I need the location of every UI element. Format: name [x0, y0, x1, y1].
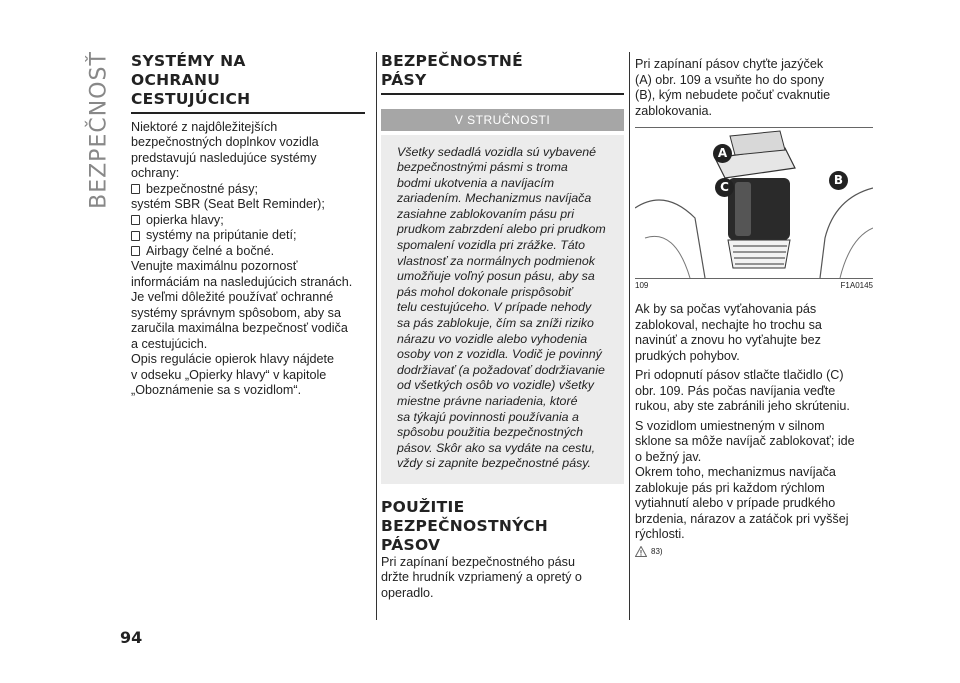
text-line: Pri zapínaní bezpečnostného pásu — [381, 554, 575, 569]
text-line: zablokoval, nechajte ho trochu sa — [635, 317, 822, 332]
column-protection-systems — [131, 52, 365, 399]
text-line: ochrany: — [131, 166, 180, 180]
retractor-paragraph — [635, 465, 873, 543]
heading-line: CESTUJÚCICH — [131, 90, 251, 108]
summary-line: umožňuje voľný posun pásu, aby sa — [397, 269, 595, 284]
summary-line: miestne právne nariadenia, ktoré — [397, 394, 578, 408]
list-item — [131, 228, 365, 244]
summary-box — [381, 135, 624, 484]
heading-line: BEZPEČNOSTNÝCH — [381, 516, 549, 535]
label-marker-c — [715, 178, 734, 197]
heading-line: SYSTÉMY NA — [131, 52, 246, 70]
summary-line: prudkom zabrzdení alebo pri prudkom — [397, 222, 606, 237]
text-line: držte hrudník vzpriamený a opretý o — [381, 570, 582, 585]
summary-banner: V STRUČNOSTI — [381, 109, 624, 131]
text-line: a cestujúcich. — [131, 336, 208, 351]
list-item — [131, 197, 365, 213]
marker-text: B — [833, 173, 844, 187]
text-line: operadlo. — [381, 585, 434, 600]
list-item — [131, 182, 365, 198]
column-belt-instructions — [635, 57, 873, 557]
text-line: zablokovania. — [635, 103, 713, 118]
column-divider — [376, 52, 377, 620]
heading-belt-usage — [381, 498, 624, 555]
text-line: Je veľmi dôležité používať ochranné — [131, 290, 334, 304]
list-item-label: systémy na pripútanie detí; — [146, 228, 297, 242]
text-line: Ak by sa počas vyťahovania pás — [635, 302, 817, 316]
summary-line: spôsobu použitia bezpečnostných — [397, 425, 583, 440]
text-line: S vozidlom umiestneným v silnom — [635, 418, 825, 433]
list-item-label: Airbagy čelné a bočné. — [146, 243, 275, 258]
text-line: bezpečnostných doplnkov vozidla — [131, 135, 319, 149]
summary-line: nárazu vo vozidle alebo vyhodenia — [397, 331, 588, 346]
page-number: 94 — [120, 628, 143, 647]
figure-seat-belt-buckle — [635, 127, 873, 279]
text-line: zaručila maximálna bezpečnosť vodiča — [131, 321, 348, 335]
marker-text: C — [720, 180, 729, 194]
summary-line: Všetky sedadlá vozidla sú vybavené — [397, 144, 597, 159]
unfastening-paragraph — [635, 368, 873, 415]
heading-rule — [381, 93, 624, 95]
list-item-label: opierka hlavy; — [146, 212, 224, 227]
text-line: brzdenia, nárazov a zatáčok pri vyššej — [635, 511, 849, 526]
heading-line: PÁSOV — [381, 535, 441, 554]
summary-line: zasiahne zablokovaním pásu pri — [397, 206, 575, 221]
heading-line: OCHRANU — [131, 71, 221, 89]
seat-belt-buckle-illustration — [635, 128, 873, 278]
intro-paragraph — [131, 120, 365, 182]
warning-reference: 83) — [651, 546, 663, 556]
section-tab-label: BEZPEČNOSŤ — [86, 51, 112, 209]
heading-line: BEZPEČNOSTNÉ — [381, 52, 524, 70]
warning-note — [635, 546, 873, 557]
summary-line: telu cestujúceho. V prípade nehody — [397, 300, 592, 315]
checkbox-bullet-icon — [131, 231, 140, 241]
summary-line: sa týkajú povinnosti používania a — [397, 409, 579, 424]
summary-line: osoby von z vozidla. Vodič je povinný — [397, 347, 602, 362]
text-line: predstavujú nasledujúce systémy — [131, 150, 317, 165]
text-line: v odseku „Opierky hlavy“ v kapitole — [131, 367, 327, 382]
text-line: Pri odopnutí pásov stlačte tlačidlo (C) — [635, 368, 844, 382]
belt-usage-paragraph — [381, 555, 624, 602]
text-line: navinúť a znovu ho vyťahujte bez — [635, 333, 821, 347]
headrest-reference-paragraph — [131, 352, 365, 399]
heading-rule — [131, 112, 365, 114]
figure-caption — [635, 281, 873, 290]
heading-line: POUŽITIE — [381, 497, 465, 516]
summary-line: sa pás zablokuje, čím sa zníži riziko — [397, 316, 594, 331]
text-line: (A) obr. 109 a vsuňte ho do spony — [635, 72, 825, 87]
text-line: prudkých pohybov. — [635, 348, 740, 363]
text-line: systémy správnym spôsobom, aby sa — [131, 305, 341, 320]
text-line: vytiahnutí alebo v prípade prudkého — [635, 496, 836, 510]
checkbox-bullet-icon — [131, 184, 140, 194]
text-line: zablokuje pás pri každom rýchlom — [635, 480, 825, 495]
section-tab — [84, 40, 114, 220]
summary-line: vždy si zapnite bezpečnostné pásy. — [397, 456, 592, 471]
marker-text: A — [717, 146, 728, 160]
summary-line: spomalení vozidla pri zrážke. Táto — [397, 238, 586, 253]
list-item — [131, 213, 365, 229]
fastening-paragraph — [635, 57, 873, 119]
column-seat-belts — [381, 52, 624, 601]
warning-triangle-icon — [635, 546, 647, 557]
text-line: Okrem toho, mechanizmus navíjača — [635, 465, 836, 479]
text-line: Venujte maximálnu pozornosť — [131, 259, 298, 273]
checkbox-bullet-icon — [131, 215, 140, 225]
slope-paragraph — [635, 419, 873, 466]
figure-code: F1A0145 — [840, 281, 873, 290]
summary-line: pás mohol dokonale prispôsobiť — [397, 284, 573, 299]
label-marker-a — [713, 144, 732, 163]
summary-line: od všetkých osôb vo vozidle) všetky — [397, 378, 594, 393]
text-line: Opis regulácie opierok hlavy nájdete — [131, 352, 335, 366]
text-line: informáciám na nasledujúcich stranách. — [131, 274, 353, 289]
blocked-belt-paragraph — [635, 302, 873, 364]
text-line: o bežný jav. — [635, 449, 702, 464]
list-item-label: systém SBR (Seat Belt Reminder); — [131, 197, 325, 211]
text-line: (B), kým nebudete počuť cvaknutie — [635, 88, 831, 102]
protection-list — [131, 182, 365, 260]
text-line: Niektoré z najdôležitejších — [131, 119, 278, 134]
checkbox-bullet-icon — [131, 246, 140, 256]
summary-line: bezpečnostnými pásmi s troma — [397, 160, 568, 175]
list-item — [131, 244, 365, 260]
summary-line: vlastnosť za normálnych podmienok — [397, 253, 595, 268]
text-line: rukou, aby ste zabránili jeho skrúteniu. — [635, 399, 850, 413]
text-line: sklone sa môže navíjač zablokovať; ide — [635, 434, 855, 448]
list-item-label: bezpečnostné pásy; — [146, 181, 259, 196]
summary-line: pásov. Skôr ako sa vydáte na cestu, — [397, 440, 596, 455]
summary-line: bodmi ukotvenia a navíjacím — [397, 175, 555, 190]
label-marker-b — [829, 171, 848, 190]
text-line: obr. 109. Pás počas navíjania veďte — [635, 383, 836, 398]
column-divider — [629, 52, 630, 620]
heading-protection-systems — [131, 52, 365, 114]
text-line: Pri zapínaní pásov chyťte jazýček — [635, 57, 824, 71]
heading-seat-belts — [381, 52, 624, 95]
summary-line: zariadením. Mechanizmus navíjača — [397, 191, 592, 206]
heading-line: PÁSY — [381, 71, 427, 89]
text-line: rýchlosti. — [635, 527, 685, 541]
text-line: „Oboznámenie sa s vozidlom“. — [131, 383, 302, 397]
summary-line: dodržiavať (a požadovať dodržiavanie — [397, 362, 605, 377]
figure-number: 109 — [635, 281, 649, 290]
attention-paragraph — [131, 259, 365, 352]
